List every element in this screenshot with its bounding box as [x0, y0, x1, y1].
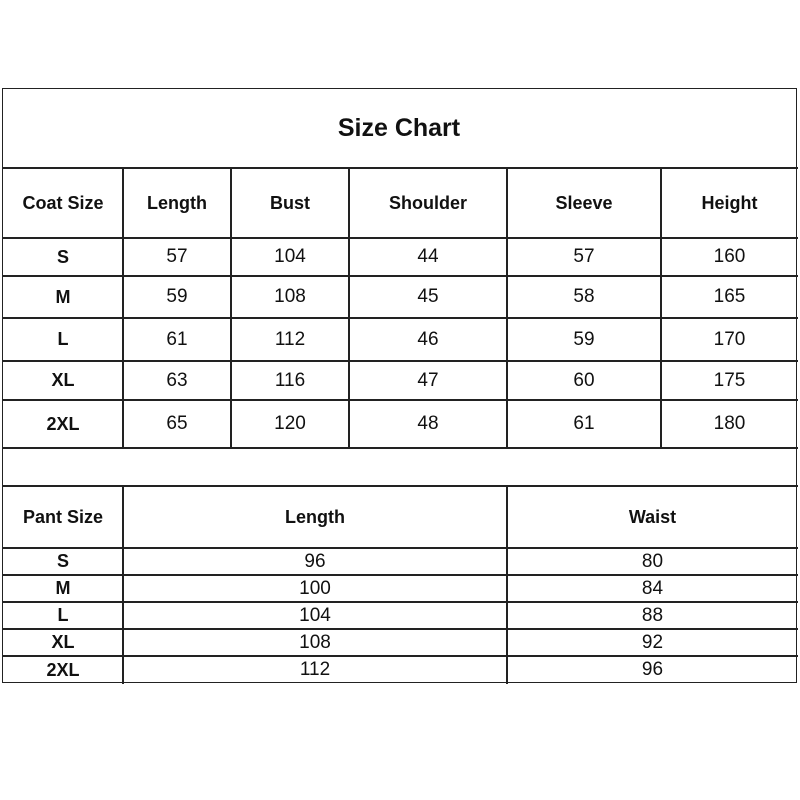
- coat-value-cell: 47: [417, 369, 439, 391]
- coat-value-cell: 44: [417, 246, 439, 267]
- coat-value-cell: 45: [417, 286, 439, 307]
- coat-value-cell: 59: [166, 286, 188, 307]
- coat-value-cell: 58: [573, 286, 595, 307]
- pant-value-cell: 96: [641, 659, 664, 680]
- pant-value-cell: 108: [299, 631, 331, 653]
- pant-size-label: XL: [51, 632, 75, 652]
- coat-header-cell: Bust: [270, 192, 310, 213]
- pant-value-cell: 104: [299, 604, 331, 626]
- size-chart-title: Size Chart: [337, 114, 461, 142]
- pant-size-label: M: [55, 578, 71, 598]
- coat-value-cell: 48: [417, 413, 439, 434]
- coat-value-cell: 57: [166, 246, 188, 267]
- pant-value-cell: 92: [641, 631, 664, 653]
- coat-size-label: 2XL: [46, 413, 80, 434]
- coat-size-label: L: [57, 329, 69, 349]
- pant-size-label: S: [56, 551, 69, 571]
- pant-value-cell: 112: [299, 659, 331, 680]
- coat-size-label: M: [55, 286, 71, 307]
- coat-value-cell: 61: [166, 328, 188, 350]
- coat-header-cell: Shoulder: [388, 192, 467, 213]
- coat-value-cell: 60: [573, 369, 595, 391]
- coat-size-label: S: [56, 246, 69, 267]
- pant-size-label: 2XL: [46, 659, 80, 680]
- pant-header-cell: Length: [285, 506, 345, 527]
- coat-header-cell: Height: [701, 192, 758, 213]
- coat-value-cell: 65: [166, 413, 188, 434]
- coat-value-cell: 170: [713, 328, 746, 350]
- pant-header-cell: Waist: [628, 506, 677, 527]
- pant-value-cell: 88: [641, 604, 664, 626]
- coat-header-cell: Length: [147, 192, 207, 213]
- coat-header-cell: Coat Size: [22, 192, 104, 213]
- coat-value-cell: 120: [274, 413, 306, 434]
- coat-value-cell: 46: [417, 328, 439, 350]
- coat-size-label: XL: [51, 370, 75, 390]
- coat-value-cell: 160: [713, 246, 746, 267]
- coat-value-cell: 165: [713, 286, 746, 307]
- pant-value-cell: 100: [299, 577, 331, 599]
- coat-value-cell: 61: [573, 413, 595, 434]
- coat-value-cell: 63: [166, 369, 188, 391]
- coat-value-cell: 57: [573, 246, 595, 267]
- size-chart: [2, 88, 797, 683]
- pant-value-cell: 84: [641, 577, 664, 599]
- coat-value-cell: 116: [274, 369, 306, 391]
- pant-header-cell: Pant Size: [22, 506, 104, 527]
- coat-value-cell: 180: [713, 413, 746, 434]
- pant-size-label: L: [57, 605, 69, 625]
- pant-value-cell: 96: [304, 550, 326, 572]
- coat-value-cell: 59: [573, 328, 595, 350]
- coat-value-cell: 112: [274, 328, 306, 350]
- coat-value-cell: 104: [274, 246, 306, 267]
- coat-value-cell: 108: [274, 286, 306, 307]
- coat-value-cell: 175: [713, 369, 746, 391]
- coat-header-cell: Sleeve: [555, 192, 613, 213]
- pant-value-cell: 80: [641, 550, 664, 572]
